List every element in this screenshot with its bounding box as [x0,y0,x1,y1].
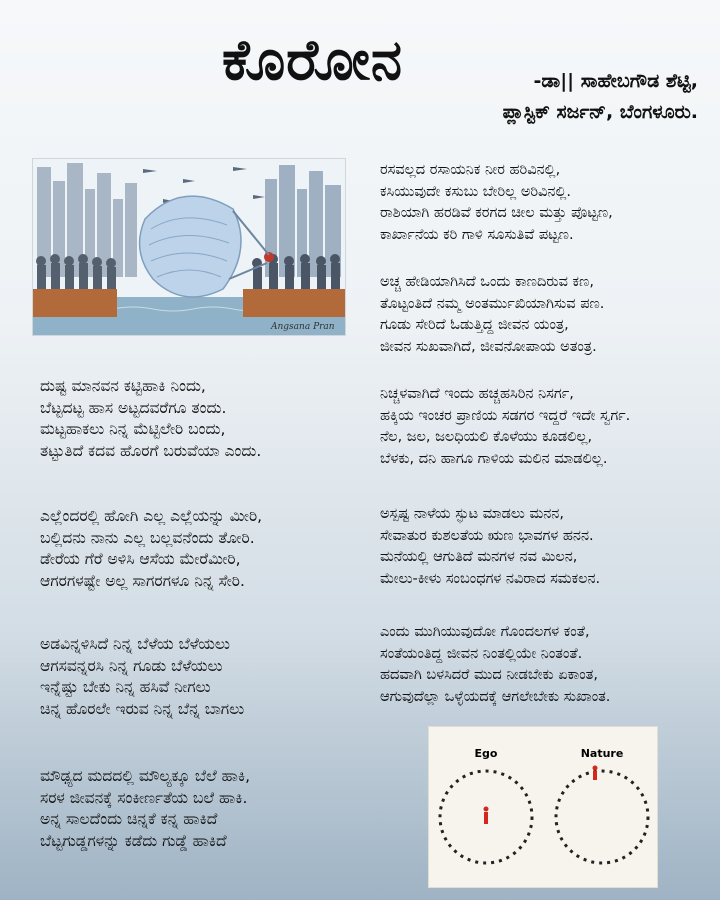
stanza-8 [380,504,600,590]
verse-line: ಆಗುವುದೆಲ್ಲಾ ಒಳ್ಳೆಯದಕ್ಕೆ ಆಗಲೇಬೇಕು ಸುಖಾಂತ. [380,688,611,705]
stanza-9 [380,622,610,708]
verse-line: ಕಸಿಯುವುದೇ ಕಸುಬು ಬೇರಿಲ್ಲ ಅರಿವಿನಲ್ಲಿ. [380,183,572,200]
verse-line: ಮೌಢ್ಯದ ಮದದಲ್ಲಿ ಮೌಲ್ಯಕ್ಕೂ ಬೆಲೆ ಹಾಕಿ, [40,767,251,785]
verse-line: ಆಗರಗಳಷ್ಟೇ ಅಲ್ಲ ಸಾಗರಗಳೂ ನಿನ್ನ ಸೇರಿ. [40,571,245,590]
verse-line: ಎಂದು ಮುಗಿಯುವುದೋ ಗೊಂದಲಗಳ ಕಂತೆ, [380,624,590,640]
author-name: -ಡಾ|| ಸಾಹೇಬಗೌಡ ಶೆಟ್ಟಿ, [533,70,698,92]
verse-line: ಬೆಟ್ಟಗುಡ್ಡಗಳನ್ನು ಕಡೆದು ಗುಡ್ಡೆ ಹಾಕಿದೆ [40,831,227,850]
stanza-4 [40,766,250,852]
verse-line: ಮೇಲು-ಕೀಳು ಸಂಬಂಧಗಳ ನವಿರಾದ ಸಮಕಲನ. [380,570,601,587]
verse-line: ಮನೆಯಲ್ಲಿ ಆಗುತಿದೆ ಮನಗಳ ನವ ಮಿಲನ, [380,549,578,565]
stanza-5 [380,160,613,246]
verse-line: ಡೇರೆಯ ಗೆರೆ ಅಳಿಸಿ ಆಸೆಯ ಮೇರೆಮೀರಿ, [40,550,241,568]
verse-line: ಚಿನ್ನ ಹೊರಲೇ ಇರುವ ನಿನ್ನ ಬೆನ್ನ ಬಾಗಲು [40,699,245,718]
verse-line: ದುಷ್ಟ ಮಾನವನ ಕಟ್ಟಿಹಾಕಿ ನಿಂದು, [40,377,206,395]
verse-line: ತೊಟ್ಟಂತಿದೆ ನಮ್ಮ ಅಂತರ್ಮುಖಿಯಾಗಿಸುವ ಪಣ. [380,295,605,312]
verse-line: ಹಕ್ಕಿಯ ಇಂಚರ ಪ್ರಾಣಿಯ ಸಡಗರ ಇದ್ದರೆ ಇದೇ ಸ್ವರ್ಗ. [380,407,631,424]
verse-line: ಅಡವಿನ್ನಳಿಸಿದೆ ನಿನ್ನ ಬೆಳೆಯ ಬೆಳೆಯಲು [40,635,230,653]
verse-line: ಮಟ್ಟಹಾಕಲು ನಿನ್ನ ಮೆಟ್ಟಿಲೇರಿ ಬಂದು, [40,420,226,438]
verse-line: ಆಗಸವನ್ನರಸಿ ನಿನ್ನ ಗೂಡು ಬೆಳೆಯಲು [40,656,223,675]
verse-line: ಬೆಳಕು, ದನಿ ಹಾಗೂ ಗಾಳಿಯ ಮಲಿನ ಮಾಡಲಿಲ್ಲ. [380,450,608,467]
ego-circle [440,771,532,863]
stanza-7 [380,384,630,470]
stanza-2 [40,506,262,592]
verse-line: ಗೂಡು ಸೇರಿದೆ ಓಡುತ್ತಿದ್ದ ಜೀವನ ಯಂತ್ರ, [380,317,569,333]
verse-line: ಸಂತೆಯಂತಿದ್ದ ಜೀವನ ನಿಂತಲ್ಲಿಯೇ ನಿಂತಂತೆ. [380,645,583,662]
stanza-6 [380,272,604,358]
verse-line: ರಾಶಿಯಾಗಿ ಹರಡಿವೆ ಕರಗದ ಚೀಲ ಮತ್ತು ಪೊಟ್ಟಣ, [380,205,613,221]
verse-line: ಇನ್ನೆಷ್ಟು ಬೇಕು ನಿನ್ನ ಹಸಿವೆ ನೀಗಲು [40,678,211,696]
verse-line: ನಿಚ್ಚಳವಾಗಿದೆ ಇಂದು ಹಚ್ಚಹಸಿರಿನ ನಿಸರ್ಗ, [380,386,574,402]
nature-circle [556,766,648,864]
verse-line: ತಟ್ಟುತಿದೆ ಕದವ ಹೊರಗೆ ಬರುವೆಯಾ ಎಂದು. [40,441,262,460]
stanza-1 [40,376,261,462]
verse-line: ಸೇವಾತುರ ಕುಶಲತೆಯ ಋಣ ಭಾವಗಳ ಹನನ. [380,527,594,544]
verse-line: ಕಾರ್ಖಾನೆಯ ಕರಿ ಗಾಳಿ ಸೂಸುತಿವೆ ಪಟ್ಟಣ. [380,226,574,243]
verse-line: ಹದವಾಗಿ ಬಳಸಿದರೆ ಮುದ ನೀಡಬೇಕು ಏಕಾಂತ, [380,667,598,683]
ego-label: Ego [474,747,498,760]
verse-line: ರಸವಲ್ಲದ ರಸಾಯನಿಕ ನೀರ ಹರಿವಿನಲ್ಲಿ, [380,162,561,178]
cartoon-illustration [32,158,346,336]
verse-line: ಸರಳ ಜೀವನಕ್ಕೆ ಸಂಕೀರ್ಣತೆಯ ಬಲೆ ಹಾಕಿ. [40,788,248,807]
poem-title: ಕೊರೋನ [222,27,404,93]
author-affiliation: ಪ್ಲಾಸ್ಟಿಕ್ ಸರ್ಜನ್, ಬೆಂಗಳೂರು. [502,101,698,123]
verse-line: ಎಲ್ಲೆಂದರಲ್ಲಿ ಹೋಗಿ ಎಲ್ಲ ಎಲ್ಲೆಯನ್ನು ಮೀರಿ, [40,507,263,525]
cartoon-signature: Angsana Pran [271,322,335,332]
verse-line: ಅನ್ನ ಸಾಲದೆಂದು ಚಿನ್ನಕೆ ಕನ್ನ ಹಾಕಿದೆ [40,810,218,828]
verse-line: ನೆಲ, ಜಲ, ಜಲಧಿಯಲಿ ಕೊಳೆಯು ಕೂಡಲಿಲ್ಲ, [380,429,593,445]
verse-line: ಅಚ್ಚ ಹೇಡಿಯಾಗಿಸಿದೆ ಒಂದು ಕಾಣದಿರುವ ಕಣ, [380,274,594,290]
verse-line: ಬೆಟ್ಟದಟ್ಟ ಹಾಸ ಅಟ್ಟದವರೆಗೂ ತಂದು. [40,398,227,417]
verse-line: ಜೀವನ ಸುಖವಾಗಿದೆ, ಜೀವನೋಪಾಯ ಅತಂತ್ರ. [380,338,597,355]
stanza-3 [40,634,244,720]
ego-nature-diagram [428,726,658,888]
nature-label: Nature [580,747,624,760]
verse-line: ಅಸ್ಪಷ್ಟ ನಾಳೆಯ ಸ್ಫುಟ ಮಾಡಲು ಮನನ, [380,506,564,522]
author-credit [398,66,698,128]
verse-line: ಬಲ್ಲಿದನು ನಾನು ಎಲ್ಲ ಬಲ್ಲವನೆಂದು ತೋರಿ. [40,528,255,547]
